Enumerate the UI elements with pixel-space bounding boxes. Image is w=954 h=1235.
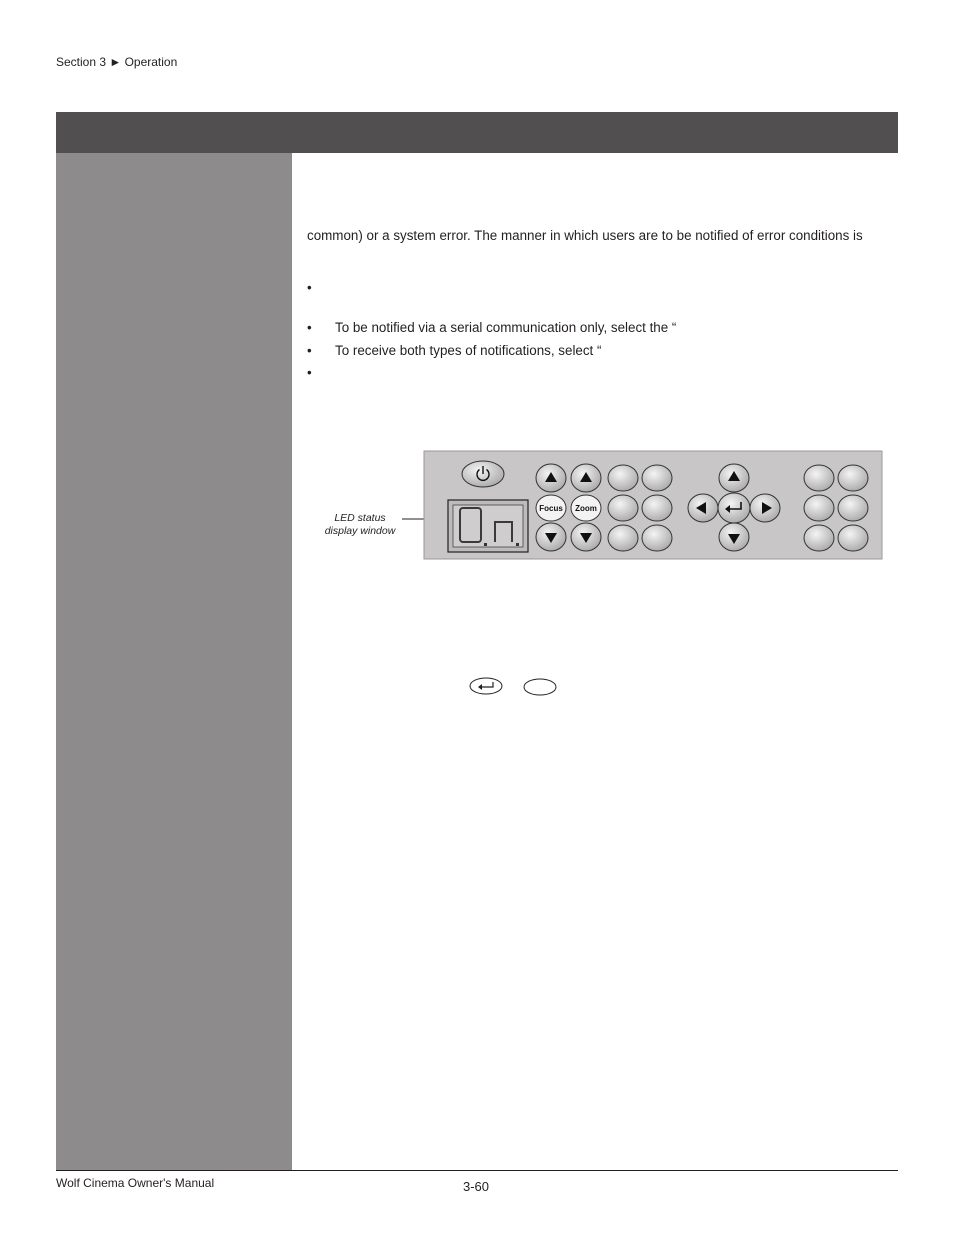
enter-button[interactable] [718, 493, 750, 523]
bullet-dot: • [307, 320, 312, 335]
nav-up-button[interactable] [719, 464, 749, 492]
keypad-button[interactable] [838, 525, 868, 551]
keypad-button[interactable] [804, 525, 834, 551]
bullet-text: To receive both types of notifications, select “ [335, 343, 602, 358]
bullet-dot: • [307, 343, 312, 358]
power-button[interactable] [462, 461, 504, 487]
keypad-button[interactable] [642, 495, 672, 521]
nav-left-button[interactable] [688, 494, 718, 522]
nav-right-button[interactable] [750, 494, 780, 522]
keypad-button[interactable] [642, 525, 672, 551]
footer-manual-title: Wolf Cinema Owner's Manual [56, 1176, 215, 1190]
body-paragraph: common) or a system error. The manner in which users are to be notified of error conditions is [307, 228, 863, 243]
keypad-button[interactable] [838, 465, 868, 491]
blank-key-icon [524, 679, 556, 695]
bullet-dot: • [307, 280, 312, 295]
focus-button[interactable] [536, 495, 566, 521]
lens-down-button[interactable] [536, 523, 566, 551]
zoom-label: Zoom [575, 504, 597, 513]
keypad-button[interactable] [804, 495, 834, 521]
enter-key-icon [470, 678, 502, 694]
inline-key-icons [466, 676, 562, 698]
keypad-button[interactable] [804, 465, 834, 491]
left-sidebar [56, 153, 292, 1170]
keypad-button[interactable] [608, 525, 638, 551]
callout-line-1: LED status [334, 512, 386, 524]
keypad-button[interactable] [608, 495, 638, 521]
keypad-button[interactable] [608, 465, 638, 491]
title-bar [56, 112, 898, 153]
keypad-figure [300, 448, 890, 563]
keypad-button[interactable] [838, 495, 868, 521]
bullet-dot: • [307, 365, 312, 380]
zoom-button[interactable] [571, 495, 601, 521]
zoom-up-button[interactable] [571, 464, 601, 492]
focus-label: Focus [539, 504, 563, 513]
lens-up-button[interactable] [536, 464, 566, 492]
callout-line-2: display window [324, 525, 396, 537]
page-number: 3-60 [463, 1179, 490, 1194]
zoom-down-button[interactable] [571, 523, 601, 551]
bullet-text: To be notified via a serial communication only, select the “ [335, 320, 677, 335]
section-header: Section 3 ► Operation [56, 55, 178, 69]
footer-divider [56, 1170, 898, 1171]
keypad-button[interactable] [642, 465, 672, 491]
nav-down-button[interactable] [719, 523, 749, 551]
led-status-display [448, 500, 528, 552]
